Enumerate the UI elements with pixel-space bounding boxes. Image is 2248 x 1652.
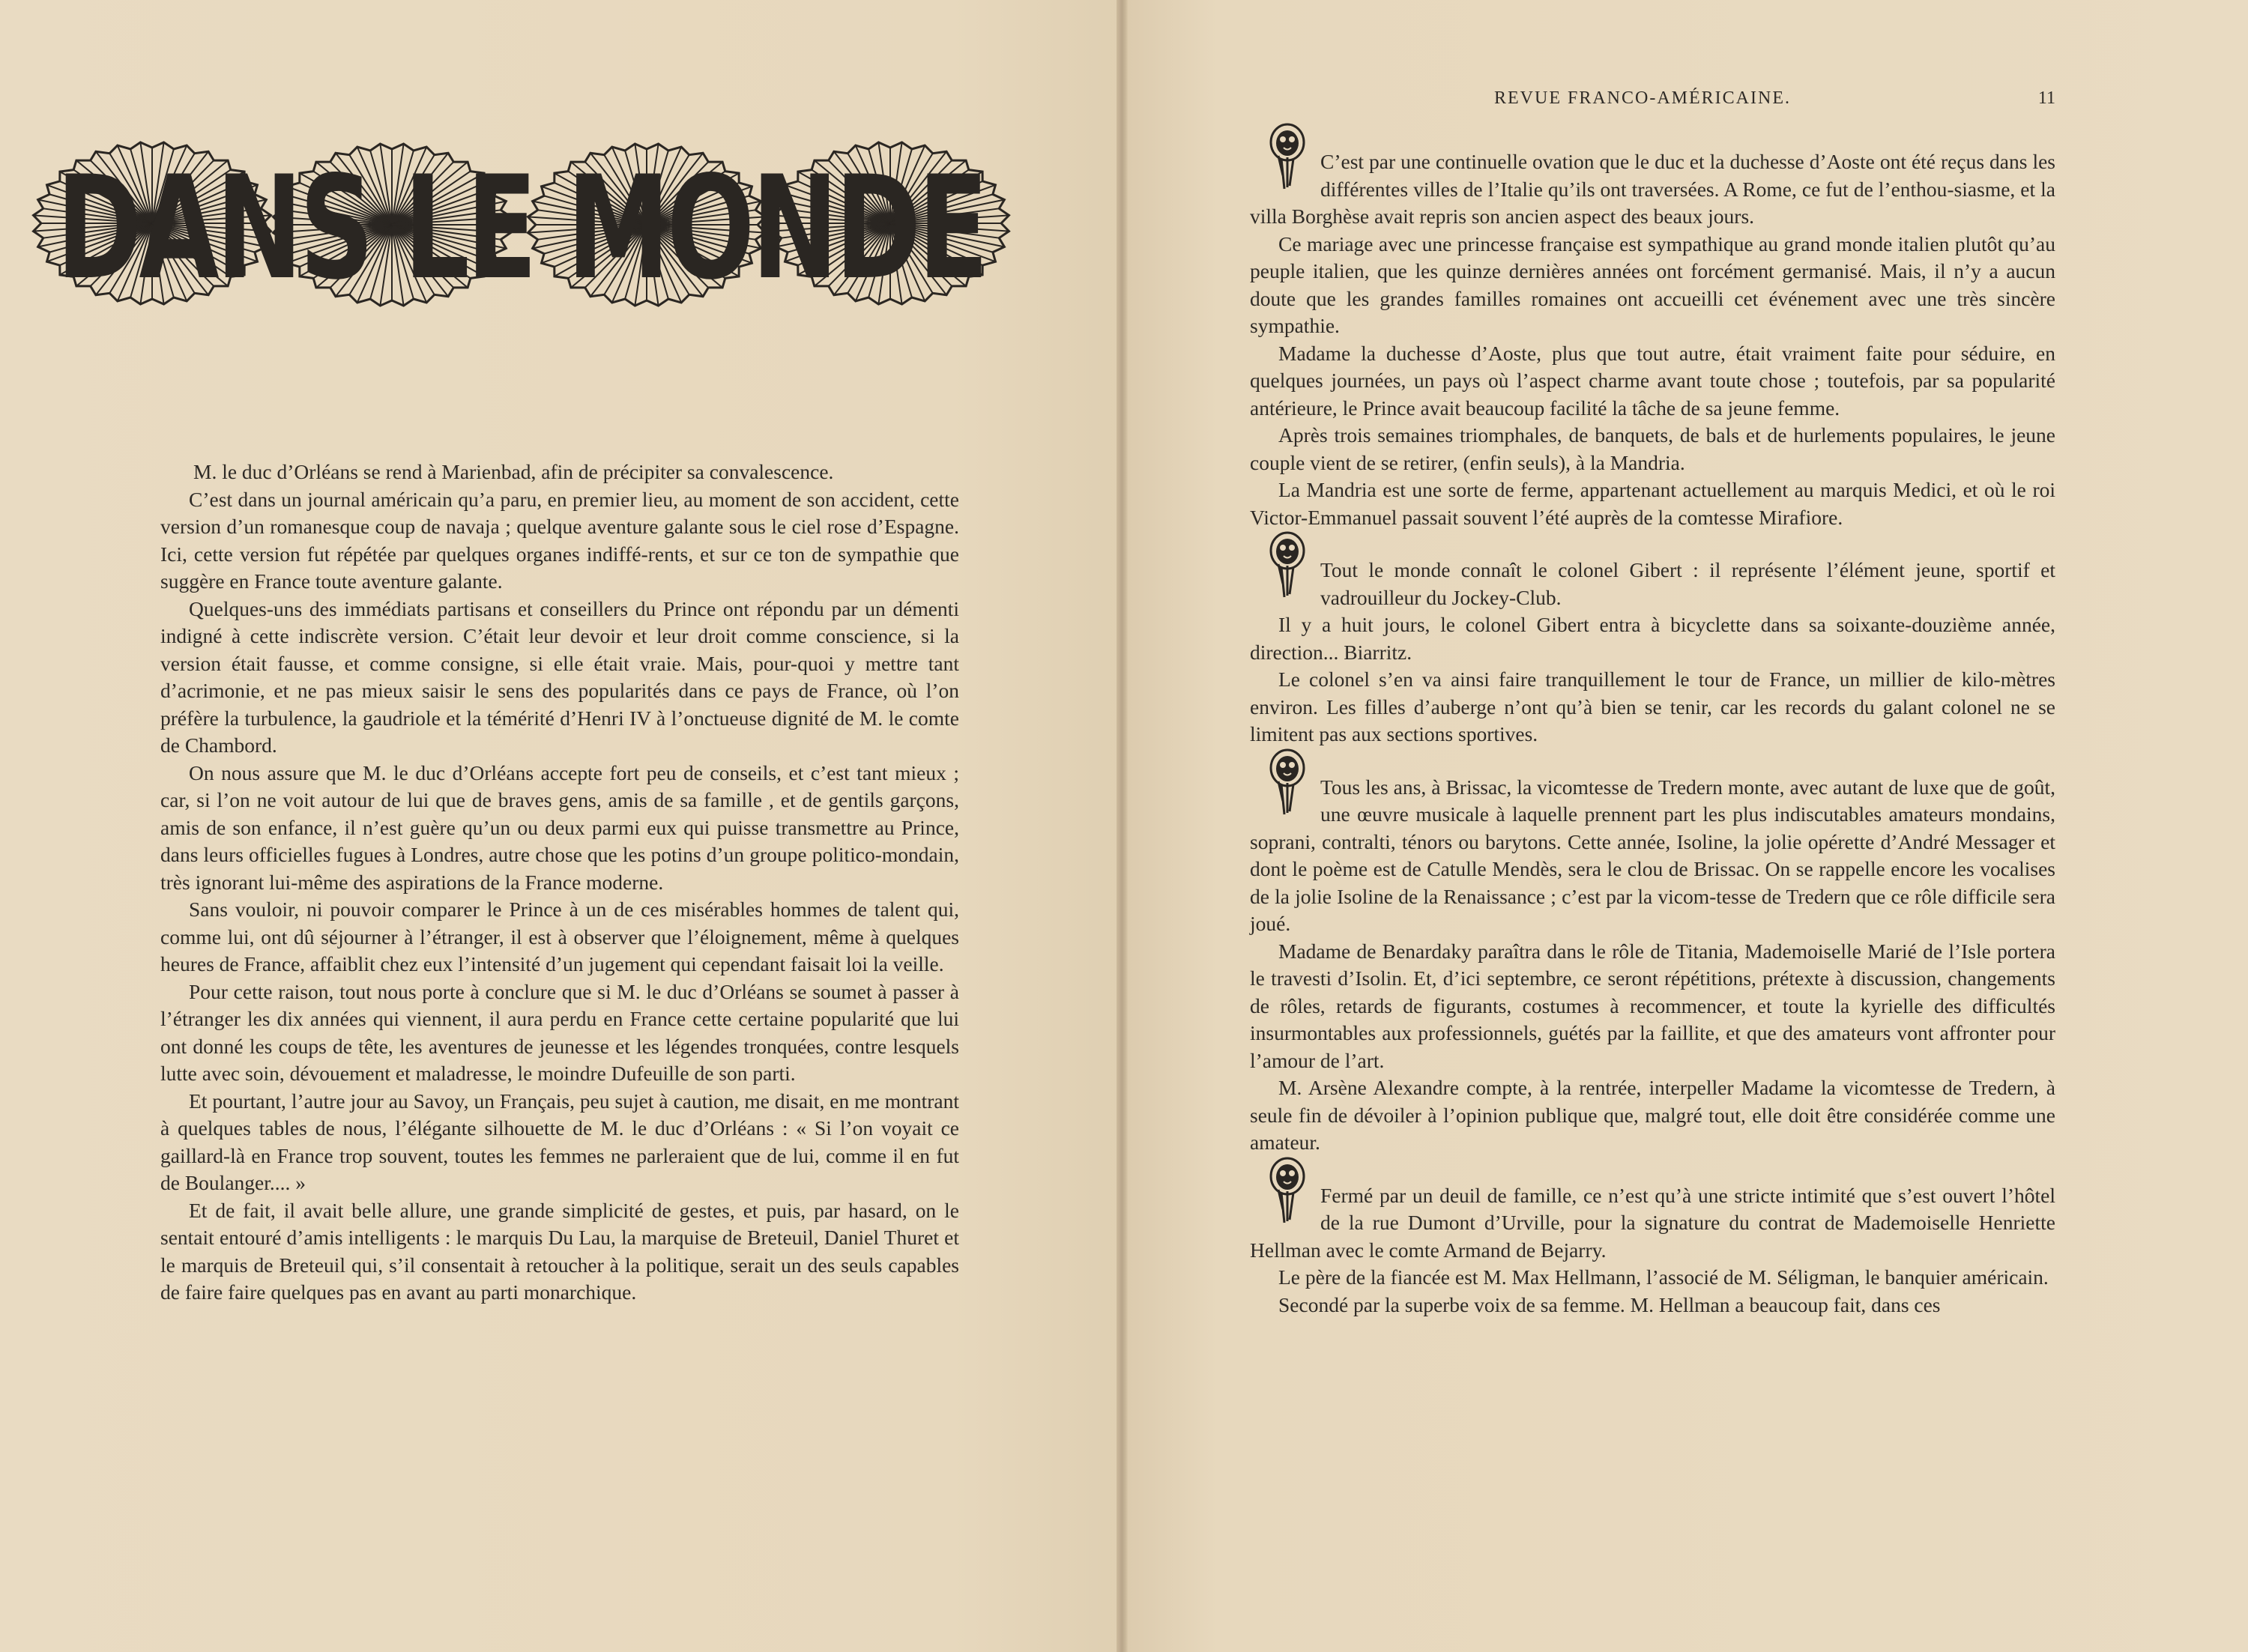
- skull-ornament-icon: [1263, 123, 1311, 192]
- news-section: [1250, 557, 2055, 748]
- paragraph: Sans vouloir, ni pouvoir comparer le Prince à un de ces misérables hommes de talent qui, comme lui, ont dû séjourner à l’étranger, il est à observer que l’éloignement, même à quelques heures de France, affaiblit chez eux l’intensité d’un jugement qui cependant faisait loi la veille.: [160, 898, 959, 975]
- skull-ornament-icon: [1263, 531, 1311, 600]
- page-number: 11: [2037, 88, 2055, 108]
- paragraph: M. Arsène Alexandre compte, à la rentrée, interpeller Madame la vicomtesse de Tredern, à seule fin de dévoiler à l’opinion publique que, malgré tout, elle doit être considérée comme une amateur.: [1250, 1076, 2055, 1154]
- paragraph: Et de fait, il avait belle allure, une grande simplicité de gestes, et puis, par hasard, on le sentait entouré d’amis intelligents : le marquis Du Lau, la marquise de Breteuil, Daniel Thuret et le marquis de Breteuil qui, s’il consentait à retoucher à la politique, serait un des seuls capables de faire faire quelques pas en avant au parti monarchique.: [160, 1198, 959, 1304]
- paragraph: M. le duc d’Orléans se rend à Marienbad, afin de précipiter sa convalescence.: [193, 460, 834, 483]
- paragraph: C’est par une continuelle ovation que le duc et la duchesse d’Aoste ont été reçus dans les différentes villes de l’Italie qu’ils ont traversées. A Rome, ce fut de l’enthou-siasme, et la villa Borghèse avait repris son ancien aspect des beaux jours.: [1250, 150, 2055, 228]
- paragraph: Le père de la fiancée est M. Max Hellmann, l’associé de M. Séligman, le banquier américain.: [1278, 1265, 2049, 1289]
- news-section: [1250, 774, 2055, 1157]
- paragraph: Tout le monde connaît le colonel Gibert : il représente l’élément jeune, sportif et vadrouilleur du Jockey-Club.: [1320, 558, 2055, 609]
- paragraph: Secondé par la superbe voix de sa femme. M. Hellman a beaucoup fait, dans ces: [1278, 1292, 1941, 1316]
- paragraph: Fermé par un deuil de famille, ce n’est qu’à une stricte intimité que s’est ouvert l’hôtel de la rue Dumont d’Urville, pour la signature du contrat de Mademoiselle Henriette Hellman avec le comte Armand de Bejarry.: [1250, 1183, 2055, 1262]
- left-page: [0, 0, 1120, 1652]
- news-section: [1250, 148, 2055, 531]
- paragraph: Le colonel s’en va ainsi faire tranquillement le tour de France, un millier de kilo-mètres environ. Les filles d’auberge n’ont qu’à bien se tenir, car les records du galant colonel ne se limitent pas aux sections sportives.: [1250, 668, 2055, 745]
- masthead-fan-ornament: [36, 135, 1006, 311]
- paragraph: On nous assure que M. le duc d’Orléans accepte fort peu de conseils, et c’est tant mieux ; car, si l’on ne voit autour de lui que de braves gens, amis de sa famille , et de gentils garçons, amis de son enfance, il n’est guère qu’un ou deux parmi eux qui puisse transmettre au Prince, dans leurs officielles fugues à Londres, autre chose que les potins d’un groupe politico-mondain, très ignorant lui-même des aspirations de la France moderne.: [160, 760, 959, 894]
- paragraph: Après trois semaines triomphales, de banquets, de bals et de hurlements populaires, le jeune couple vient de se retirer, (enfin seuls), à la Mandria.: [1250, 423, 2055, 474]
- paragraph: La Mandria est une sorte de ferme, appartenant actuellement au marquis Medici, et où le roi Victor-Emmanuel passait souvent l’été auprès de la comtesse Mirafiore.: [1250, 478, 2055, 529]
- paragraph: Madame de Benardaky paraîtra dans le rôle de Titania, Mademoiselle Marié de l’Isle portera le travesti d’Isolin. Et, d’ici septembre, ce seront répétitions, prétexte à discussion, changements de rôles, retards de figurants, costumes à recommencer, et toute la kyrielle des difficultés insurmontables aux professionnels, guétés par la faillite, et que des amateurs vont affronter pour l’amour de l’art.: [1250, 939, 2055, 1072]
- journal-title: REVUE FRANCO-AMÉRICAINE.: [1494, 88, 1791, 108]
- left-column-article: [160, 459, 959, 1307]
- running-head: [1250, 88, 2055, 115]
- paragraph: Et pourtant, l’autre jour au Savoy, un Français, peu sujet à caution, me disait, en me montrant à quelques tables de nous, l’élégante silhouette de M. le duc d’Orléans : « Si l’on voyait ce gaillard-là en France trop souvent, toutes les femmes ne parleraient que de lui, comme il en fut de Boulanger.... »: [160, 1089, 959, 1194]
- paragraph: Ce mariage avec une princesse française est sympathique au grand monde italien plutôt qu’au peuple italien, que les quinze dernières années ont forcément germanisé. Mais, il n’y a aucun doute que les grandes familles romaines ont accueilli cet événement avec une très sincère sympathie.: [1250, 232, 2055, 337]
- skull-ornament-icon: [1263, 748, 1311, 817]
- masthead-text: DANS LE MONDE: [56, 145, 985, 311]
- right-column-article: [1250, 148, 2055, 1319]
- news-section: [1250, 1182, 2055, 1319]
- paragraph: Tous les ans, à Brissac, la vicomtesse de Tredern monte, avec autant de luxe que de goût, une œuvre musicale à laquelle prennent part les plus indiscutables amateurs mondains, soprani, contralti, ténors ou barytons. Cette année, Isoline, la jolie opérette d’André Messager et dont le poème est de Catulle Mendès, sera le clou de Brissac. On se rappelle encore les vocalises de la jolie Isoline de la Renaissance ; c’est par la vicom-tesse de Tredern que ce rôle difficile sera joué.: [1250, 775, 2055, 935]
- paragraph: Madame la duchesse d’Aoste, plus que tout autre, était vraiment faite pour séduire, en quelques journées, un pays où l’aspect charme avant toute chose ; toutefois, par sa popularité antérieure, le Prince avait beaucoup facilité la tâche de sa jeune femme.: [1250, 341, 2055, 420]
- masthead-title-art: [36, 135, 1006, 311]
- paragraph: C’est dans un journal américain qu’a paru, en premier lieu, au moment de son accident, cette version d’un romanesque coup de navaja ; quelque aventure galante sous le ciel rose d’Espagne. Ici, cette version fut répétée par quelques organes indiffé-rents, et sur ce ton de sympathie que suggère en France toute aventure galante.: [160, 487, 959, 593]
- book-gutter: [1117, 0, 1128, 1652]
- skull-ornament-icon: [1263, 1157, 1311, 1226]
- paragraph: Quelques-uns des immédiats partisans et conseillers du Prince ont répondu par un démenti indigné à cette indiscrète version. C’était leur devoir et leur droit comme conscience, si la version était fausse, et comme consigne, si elle était vraie. Mais, pour-quoi y mettre tant d’acrimonie, et ne pas mieux saisir le sens des popularités dans ce pays de France, où l’on préfère la turbulence, la gaudriole et la témérité d’Henri IV à l’onctueuse dignité de M. le comte de Chambord.: [160, 596, 959, 757]
- paragraph: Pour cette raison, tout nous porte à conclure que si M. le duc d’Orléans se soumet à passer à l’étranger les dix années qui viennent, il aura perdu en France cette certaine popularité que lui ont donné les coups de tête, les aventures de jeunesse et les légendes tronquées, contre lesquels lutte avec soin, dévouement et maladresse, le moindre Dufeuille de son parti.: [160, 979, 959, 1085]
- paragraph: Il y a huit jours, le colonel Gibert entra à bicyclette dans sa soixante-douzième année, direction... Biarritz.: [1250, 613, 2055, 664]
